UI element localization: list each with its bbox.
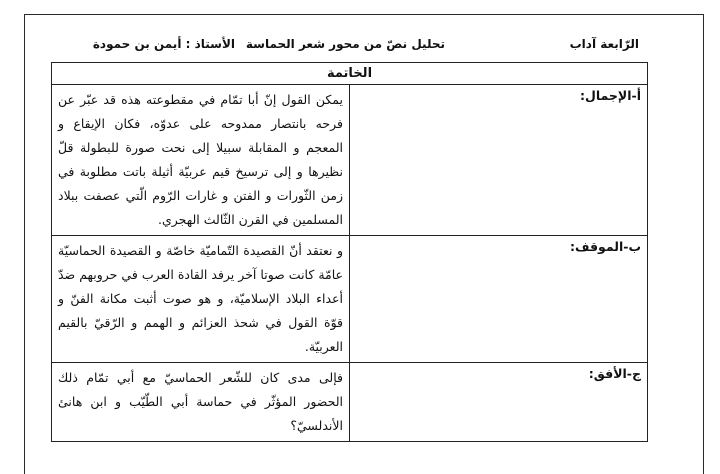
row-text-summary: يمكن القول إنّ أبا تمّام في مقطوعته هذه قد عبّر عن فرحه بانتصار ممدوحه على عدوّه، فكان الإيقاع و المعجم و المقابلة سبيلا إلى نحت صورة للبطولة قلّ نظيرها و إلى ترسيخ قيم عربيّة أثيلة باتت مطلوبة في زمن الثّورات و الفتن و غارات الرّوم الّتي عصفت ببلاد المسلمين في القرن الثّالث الهجري.: [52, 85, 350, 236]
row-label-summary: أ-الإجمال:: [350, 85, 648, 236]
row-text-horizon: فإلى مدى كان للشّعر الحماسيّ مع أبي تمّام ذلك الحضور المؤثّر في حماسة أبي الطّيّب و ابن هانئ الأندلسيّ؟: [52, 363, 350, 442]
conclusion-table: [51, 62, 648, 442]
row-text-position: و نعتقد أنّ القصيدة التّماميّة خاصّة و القصيدة الحماسيّة عامّة كانت صوتا آخر يرفد القادة العرب في حروبهم ضدّ أعداء البلاد الإسلاميّة، و هو صوت أثبت مكانة الفنّ و قوّة القول في شحذ العزائم و الهمم و الرّقيّ بالقيم العربيّة.: [52, 236, 350, 363]
table-row: [52, 363, 648, 442]
table-row: [52, 85, 648, 236]
lesson-title: تحليل نصّ من محور شعر الحماسة: [245, 37, 445, 51]
row-label-horizon: ج-الأفق:: [350, 363, 648, 442]
teacher-name: الأستاذ : أيمن بن حمودة: [92, 37, 235, 51]
row-label-position: ب-الموقف:: [350, 236, 648, 363]
table-row: [52, 236, 648, 363]
class-name: الرّابعة آداب: [569, 37, 639, 51]
table-title: الخاتمة: [52, 63, 648, 85]
page-header: [25, 37, 703, 57]
